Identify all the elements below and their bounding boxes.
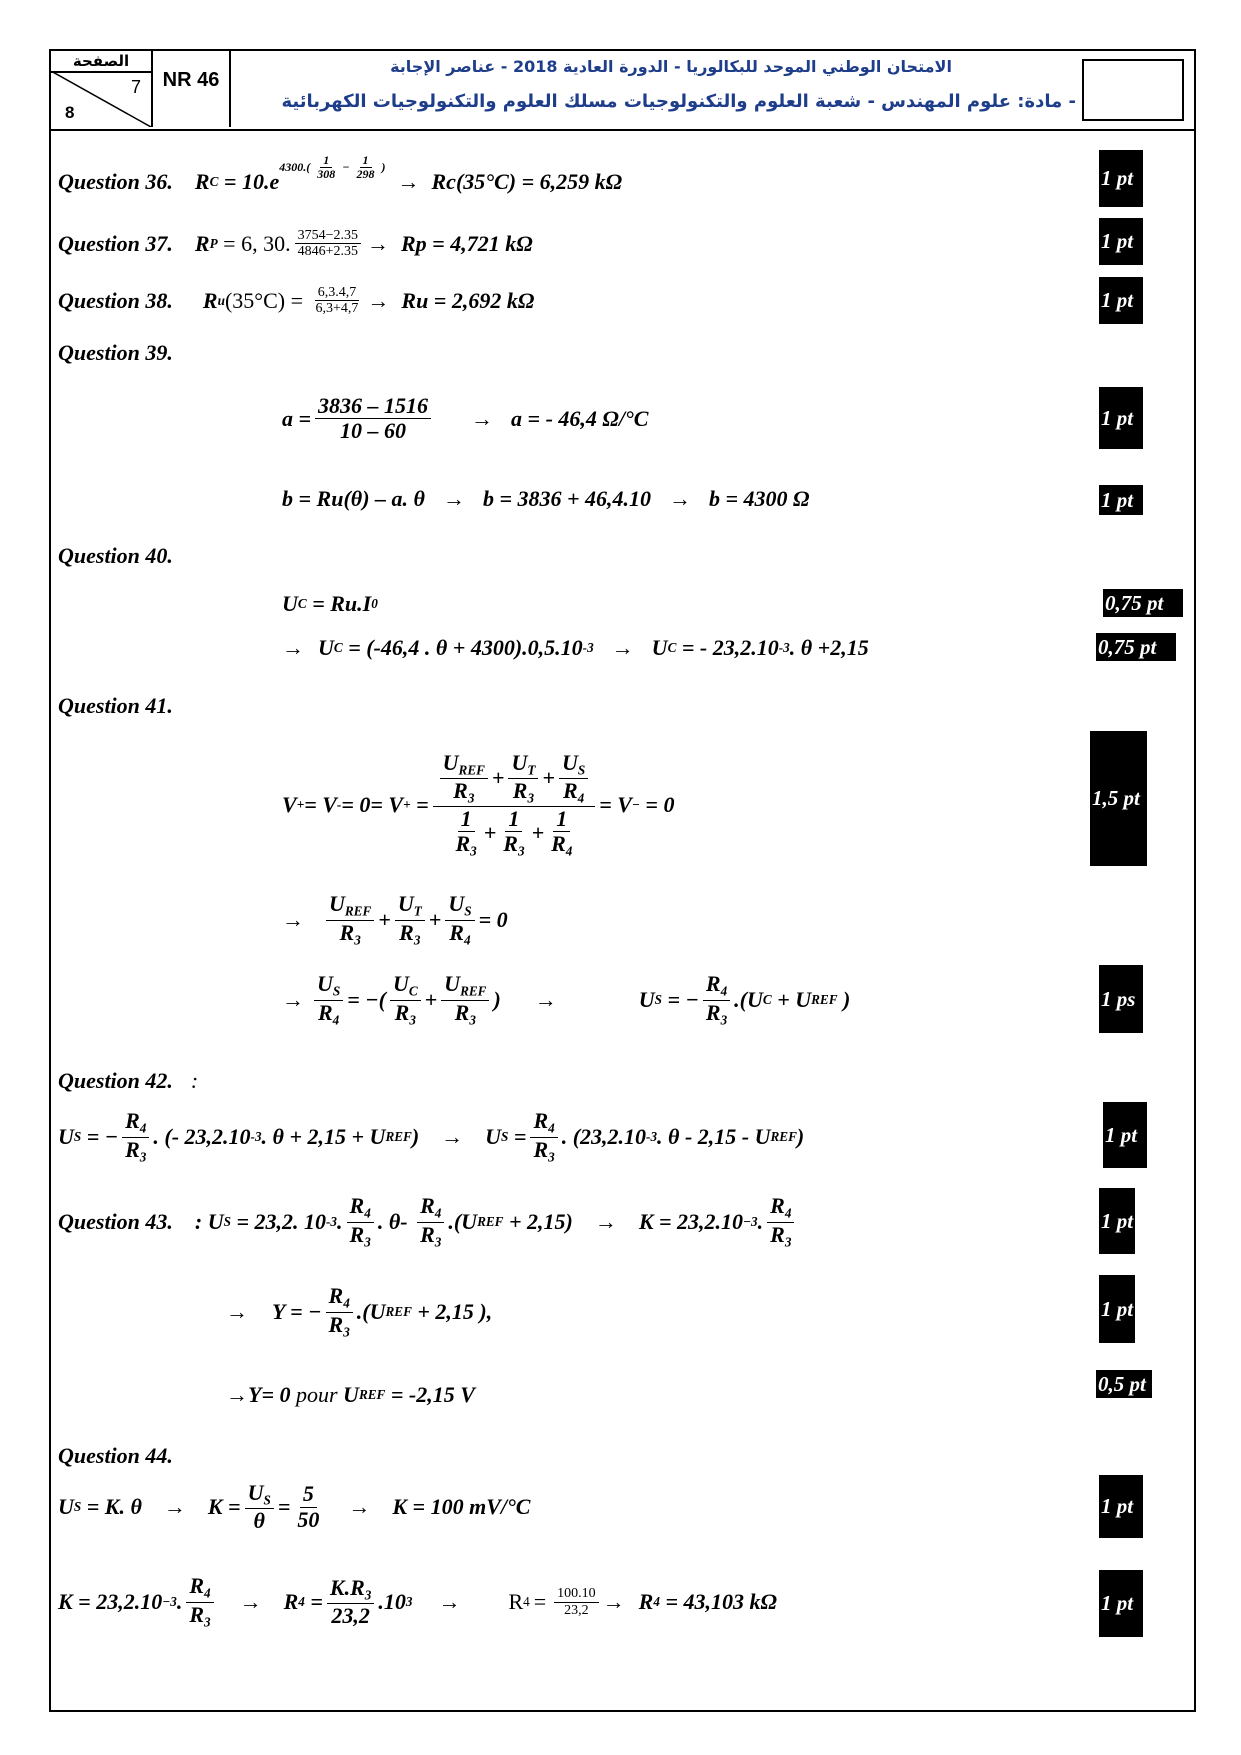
q40-line1 <box>282 591 378 617</box>
q44-l2a: K = 23,2.10 <box>58 1589 163 1614</box>
q41-dd3: R <box>551 831 566 857</box>
q41-e3-res: U <box>638 987 655 1012</box>
q44-fifty: 50 <box>297 1506 320 1532</box>
q44-r4-res-sub: 4 <box>653 1594 660 1609</box>
plus-sign: + <box>483 820 497 846</box>
arrow-icon: → <box>348 1494 371 1519</box>
q43-r4c-sub: 4 <box>784 1205 792 1221</box>
page-number: 7 <box>130 77 141 97</box>
arrow-icon: → <box>226 1299 248 1324</box>
q41-e2-d2-sub: 3 <box>413 932 421 948</box>
q41-e2-n1: U <box>329 891 345 917</box>
q43-y-equation <box>226 1280 492 1344</box>
q36-lhs: R <box>194 168 210 194</box>
q43-r3c: R <box>770 1221 785 1247</box>
q42-r3b-sub: 3 <box>548 1149 555 1165</box>
q41-v-tail-end: = 0 <box>639 792 675 817</box>
q41-e3-lhs-d: R <box>317 999 333 1025</box>
q41-e2-d3-sub: 4 <box>463 932 471 948</box>
q43-lead-sub: S <box>223 1214 231 1229</box>
q44-label: Question 44. <box>58 1443 173 1468</box>
q41-e2-n3-sub: S <box>464 903 472 919</box>
q41-e3-uc-sub: C <box>408 983 418 999</box>
q43-y-r4: R <box>328 1283 344 1309</box>
q41-dd1: R <box>455 831 471 857</box>
arrow-icon: → <box>471 405 494 431</box>
plus-sign: + <box>531 820 545 846</box>
exam-subject: - مادة: علوم المهندس - شعبة العلوم والتكنولوجيات مسلك العلوم والتكنولوجيات الكهربائية <box>281 91 1076 112</box>
q38-result: Ru = 2,692 kΩ <box>401 287 535 313</box>
q42-r4: R <box>125 1108 140 1134</box>
q41-v-sup1: + <box>296 797 305 812</box>
q40-l1: U <box>282 591 298 616</box>
q36-exp-pre: 4300.( <box>279 160 311 175</box>
q42-r3-sub: 3 <box>139 1149 147 1165</box>
q43-r4c: R <box>770 1193 785 1219</box>
q41-n2-sub: T <box>527 762 536 778</box>
q41-e2-d3: R <box>449 919 464 945</box>
q39-a-den: 10 – 60 <box>340 418 407 444</box>
q43-k-sup: −3 <box>743 1214 758 1229</box>
q44-r4-lhs2: R <box>508 1589 524 1614</box>
q41-e2-d1: R <box>339 919 355 945</box>
q40-l2a: U <box>318 635 334 660</box>
q38-lhs-sub: u <box>217 292 225 308</box>
q41-e3-n1-sub: REF <box>460 983 487 999</box>
q39-b-result: b = 4300 Ω <box>709 486 810 511</box>
q41-d2: R <box>512 777 528 803</box>
q37-lhs: R <box>194 230 210 256</box>
q44-kr3-sub: 3 <box>364 1587 372 1603</box>
q41-v-tail-sup: − <box>631 797 640 812</box>
q40-l2a-sup: -3 <box>582 640 594 655</box>
arrow-icon: → <box>441 1124 464 1149</box>
q38-row <box>58 285 534 317</box>
q42-colon: : <box>190 1068 199 1093</box>
q36-f1-num: 1 <box>320 154 332 168</box>
arrow-icon: → <box>669 486 692 511</box>
q43-r3b-sub: 3 <box>434 1234 442 1250</box>
q42-close2: ) <box>796 1124 805 1149</box>
q41-e3-lhs-n: U <box>317 971 333 997</box>
q40-line1-points: 0,75 pt <box>1103 589 1183 617</box>
q41-dd2: R <box>503 831 518 857</box>
q36-f2-num: 1 <box>360 154 372 168</box>
q40-l1-sub: C <box>297 596 307 611</box>
q41-e3-res-close: ) <box>837 987 851 1012</box>
q37-den: 4846+2.35 <box>297 244 358 260</box>
q42-part2: . (23,2.10 <box>561 1124 647 1149</box>
q43-y-eq: Y = − <box>272 1299 322 1324</box>
q41-equation3: → $\frac{U_S}{R_4}$ = −( $U_C$ $R_3$ + $U_{REF}$ $R_3$ ) → U S = − $\frac{R_4}{R_3}$ .(U C + U REF ) <box>282 971 851 1028</box>
q42-part1: . (- 23,2.10 <box>153 1124 251 1149</box>
q41-d1-sub: 3 <box>467 790 475 806</box>
q43-points-2: 1 pt <box>1099 1275 1135 1343</box>
q40-l2b: U <box>651 635 668 660</box>
q44-r4-sub: 4 <box>204 1585 211 1601</box>
q41-e2-d2: R <box>399 919 414 945</box>
page-box <box>51 51 153 127</box>
arrow-icon: → <box>438 1589 461 1614</box>
plus-sign: + <box>378 907 391 932</box>
q41-e2-n2-sub: T <box>413 903 422 919</box>
q44-l1a-sub: S <box>73 1499 82 1514</box>
q42-lhs: U <box>58 1124 74 1149</box>
q43-points-1: 1 pt <box>1099 1188 1135 1254</box>
q43-r3b: R <box>420 1221 435 1247</box>
q42-lhs2: U <box>485 1124 502 1149</box>
q43-y0-a: Y= 0 <box>248 1382 296 1407</box>
q39-a-points: 1 pt <box>1099 387 1143 449</box>
arrow-icon: → <box>226 1382 248 1407</box>
q37-result: Rp = 4,721 kΩ <box>401 230 533 256</box>
q43-theta: . θ- <box>377 1209 414 1234</box>
q40-l2b-sub: C <box>667 640 677 655</box>
q40-label: Question 40. <box>58 543 173 568</box>
q37-lhs-sub: P <box>209 235 218 251</box>
q41-e2-n2: U <box>397 891 414 917</box>
q36-points: 1 pt <box>1099 150 1143 207</box>
q40-l2b-sup: -3 <box>778 640 790 655</box>
q40-l2a-rest: = (-46,4 . θ + 4300).0,5.10 <box>342 635 583 660</box>
q43-lead: : U <box>194 1209 224 1234</box>
exam-code: NR 46 <box>153 51 231 127</box>
q41-v-mid: = V <box>304 792 337 817</box>
q43-y0-ref: REF <box>358 1387 386 1402</box>
q38-den: 6,3+4,7 <box>315 301 359 317</box>
q41-e3-res-c: C <box>762 992 772 1007</box>
q40-line2-points: 0,75 pt <box>1096 633 1176 661</box>
q41-dd2-sub: 3 <box>517 843 525 859</box>
q42-ref: REF <box>385 1129 412 1144</box>
q41-d3: R <box>562 777 578 803</box>
q42-equation <box>58 1105 804 1169</box>
q38-label: Question 38. <box>58 287 173 313</box>
q39-label: Question 39. <box>58 340 173 365</box>
q41-label: Question 41. <box>58 693 173 718</box>
q41-v-tail: = V <box>599 792 632 817</box>
q41-d1: R <box>453 777 468 803</box>
q42-r4b: R <box>533 1108 549 1134</box>
q42-sup2: -3 <box>646 1129 658 1144</box>
q41-e3-d1b: R <box>454 999 470 1025</box>
q36-exp-post: ) <box>381 160 386 175</box>
q44-us: U <box>247 1479 264 1505</box>
q44-r4-den: 23,2 <box>564 1602 589 1618</box>
q43-dot2: . <box>757 1209 764 1234</box>
q42-r3b: R <box>533 1136 549 1162</box>
q37-row <box>58 228 533 260</box>
q41-e3-lhs-ds: 4 <box>332 1012 340 1028</box>
q43-y-ref: REF <box>385 1304 412 1319</box>
q42-points: 1 pt <box>1103 1102 1147 1168</box>
q36-f2-den: 298 <box>356 167 375 182</box>
q41-e3-r4: R <box>705 971 721 997</box>
q42-r4-sub: 4 <box>139 1120 147 1136</box>
q43-tail: .(U <box>448 1209 478 1234</box>
q42-lhs-sub: S <box>73 1129 82 1144</box>
q40-l1-rest: = Ru.I <box>306 591 372 616</box>
q44-us-sub: S <box>263 1492 271 1508</box>
q38-arg: (35°C) = <box>224 287 309 313</box>
q43-y-end2: + 2,15 ), <box>411 1299 493 1324</box>
q41-n1-sub: REF <box>458 762 485 778</box>
q44-r4-num: 100.10 <box>554 1586 599 1602</box>
q43-y-r4-sub: 4 <box>343 1295 350 1311</box>
q37-label: Question 37. <box>58 230 173 256</box>
q44-theta: θ <box>253 1507 265 1533</box>
q36-lhs-sub: C <box>209 173 219 189</box>
q41-e2-n1-sub: REF <box>344 903 372 919</box>
q43-r3: R <box>349 1221 365 1247</box>
q41-n2: U <box>511 749 528 775</box>
q43-points-3: 0,5 pt <box>1096 1370 1152 1398</box>
arrow-icon: → <box>282 987 304 1012</box>
q39-b-eq: b = Ru(θ) – a. θ <box>282 486 425 511</box>
q44-five: 5 <box>300 1482 317 1507</box>
q44-den232: 23,2 <box>331 1602 370 1628</box>
q42-rhs-eq: = <box>508 1124 527 1149</box>
q40-l1-sub2: 0 <box>371 596 378 611</box>
arrow-icon: → <box>397 168 420 194</box>
q44-l1a-rest: = K. θ <box>81 1494 142 1519</box>
q43-y0-row <box>226 1382 475 1408</box>
q43-r3-sub: 3 <box>364 1234 371 1250</box>
arrow-icon: → <box>442 486 465 511</box>
arrow-icon: → <box>602 1589 625 1614</box>
arrow-icon: → <box>367 287 390 313</box>
q44-k-result: K = 100 mV/°C <box>392 1494 531 1519</box>
q44-l1a: U <box>58 1494 74 1519</box>
plus-sign: + <box>428 907 442 932</box>
q36-result: Rc(35°C) = 6,259 kΩ <box>431 168 623 194</box>
q39-a-result: a = - 46,4 Ω/°C <box>511 405 649 431</box>
q41-d2-sub: 3 <box>527 790 535 806</box>
logo-box <box>1082 59 1184 121</box>
q43-label: Question 43. <box>58 1209 173 1234</box>
q41-e3-r3: R <box>705 999 721 1025</box>
q44-r4-lhs: R <box>283 1589 299 1614</box>
q44-r3: R <box>189 1601 204 1627</box>
exam-title: الامتحان الوطني الموحد للبكالوريا - الدورة العادية 2018 - عناصر الإجابة <box>390 57 952 76</box>
q41-n3: U <box>561 749 578 775</box>
q43-y-r3: R <box>328 1311 344 1337</box>
q41-e3-r3-sub: 3 <box>720 1012 728 1028</box>
q41-big-fraction <box>433 751 596 860</box>
q43-y-r3-sub: 3 <box>343 1324 350 1340</box>
q44-line2: K = 23,2.10 −3 . $R_4$ $R_3$ → R 4 = $\frac{K.R_3}{23,2}$ .10 3 → R 4 = $\frac{100.10}{23,2}$ → R 4 = 43,103 kΩ <box>58 1573 777 1630</box>
q40-l2a-sub: C <box>333 640 343 655</box>
q42-label-row <box>58 1068 198 1094</box>
q42-close: ) <box>411 1124 420 1149</box>
q41-one: 1 <box>553 807 570 832</box>
q41-dd3-sub: 4 <box>565 843 573 859</box>
q36-label: Question 36. <box>58 168 173 194</box>
q42-sup: -3 <box>250 1129 262 1144</box>
q44-r4-res: R <box>638 1589 654 1614</box>
q43-r3c-sub: 3 <box>784 1234 792 1250</box>
q41-eq3-points: 1 ps <box>1099 965 1143 1033</box>
q41-n1: U <box>442 749 459 775</box>
q38-lhs: R <box>202 287 218 313</box>
q36-exponent <box>279 154 385 181</box>
q41-v-eq: = <box>410 792 429 817</box>
plus-sign: + <box>491 765 505 791</box>
arrow-icon: → <box>282 635 304 660</box>
q41-e3-res-plus: + U <box>771 987 812 1012</box>
q41-e3-close: ) <box>493 987 501 1012</box>
q39-a-lhs: a = <box>282 405 312 431</box>
q42-ref2: REF <box>770 1129 797 1144</box>
q43-y-end: .(U <box>356 1299 386 1324</box>
plus-sign: + <box>542 765 555 791</box>
q37-num: 3754−2.35 <box>295 228 361 244</box>
q41-n3-sub: S <box>577 762 586 778</box>
q41-e3-lhs-ns: S <box>332 983 341 999</box>
q39-a-num: 3836 – 1516 <box>315 394 431 419</box>
q42-r3: R <box>125 1136 140 1162</box>
q41-v-sup2: - <box>336 797 342 812</box>
q41-dd1-sub: 3 <box>470 843 477 859</box>
q43-dot: . <box>337 1209 343 1234</box>
q43-r4: R <box>349 1193 365 1219</box>
q42-part1b: . θ + 2,15 + U <box>261 1124 386 1149</box>
q41-one: 1 <box>458 807 475 832</box>
q43-r4b-sub: 4 <box>434 1205 442 1221</box>
q38-points: 1 pt <box>1099 277 1143 324</box>
q43-y0-d: = -2,15 V <box>385 1382 475 1407</box>
q36-minus: − <box>342 160 350 175</box>
q43-equation <box>58 1190 798 1254</box>
q41-e2-n3: U <box>448 891 465 917</box>
q43-sup: -3 <box>326 1214 338 1229</box>
q37-points: 1 pt <box>1099 218 1143 265</box>
q43-k-eq: K = 23,2.10 <box>638 1209 744 1234</box>
q44-r4-lhs2-sub: 4 <box>523 1594 530 1609</box>
q41-e3-r4-sub: 4 <box>720 983 728 999</box>
q41-equation1 <box>282 740 674 870</box>
q44-points-2: 1 pt <box>1099 1570 1143 1637</box>
q42-part2b: . θ - 2,15 - U <box>657 1124 771 1149</box>
q36-eq: = 10.e <box>218 168 280 194</box>
page-total: 8 <box>65 103 75 122</box>
q41-e3-d1b-sub: 3 <box>469 1012 476 1028</box>
q41-v-eq0: = 0= V <box>341 792 404 817</box>
q41-e2-d1-sub: 3 <box>354 932 361 948</box>
arrow-icon: → <box>163 1494 186 1519</box>
q41-e3-n1: U <box>444 971 461 997</box>
q41-e2-end: = 0 <box>478 907 508 932</box>
plus-sign: + <box>424 987 438 1012</box>
q41-e3-res-ref: REF <box>811 992 838 1007</box>
page-label: الصفحة <box>51 51 151 73</box>
q42-eq-minus: = − <box>81 1124 119 1149</box>
arrow-icon: → <box>282 907 304 932</box>
q41-equation2 <box>282 888 508 952</box>
q44-kr3: K.R <box>329 1574 365 1600</box>
q39-b-row <box>282 486 809 512</box>
q41-v-lead: V <box>282 792 297 817</box>
q41-e3-mid: = −( <box>347 987 386 1012</box>
q44-line1 <box>58 1475 530 1539</box>
q41-e3-res-sub: S <box>654 992 663 1007</box>
arrow-icon: → <box>594 1209 617 1234</box>
q41-e3-res-eq: = − <box>662 987 699 1012</box>
q44-r3-sub: 3 <box>204 1614 211 1630</box>
header <box>51 51 1194 131</box>
q43-y0-c: U <box>337 1382 359 1407</box>
q44-r4-lhs-sub: 4 <box>298 1594 305 1609</box>
q44-eq: = <box>277 1494 291 1519</box>
q42-r4b-sub: 4 <box>548 1120 555 1136</box>
q39-a-row <box>282 394 648 443</box>
q36-row <box>58 153 623 195</box>
q41-e3-res-end: .(U <box>734 987 763 1012</box>
q43-y0-b: pour <box>295 1382 338 1407</box>
q43-r4-sub: 4 <box>364 1205 371 1221</box>
arrow-icon: → <box>367 230 389 256</box>
q36-f1-den: 308 <box>317 167 336 182</box>
arrow-icon: → <box>534 987 557 1012</box>
q44-r4-res-end: = 43,103 kΩ <box>659 1589 777 1614</box>
q43-tail-end: + 2,15) <box>503 1209 573 1234</box>
q40-line2 <box>282 635 869 661</box>
q42-label: Question 42. <box>58 1068 173 1093</box>
q44-ten3: .10 <box>378 1589 406 1614</box>
q44-sup3: 3 <box>405 1594 413 1609</box>
q44-k: K = <box>207 1494 241 1519</box>
q44-l2b-eq: = <box>304 1589 323 1614</box>
q40-l2b-end: . θ +2,15 <box>789 635 869 660</box>
q41-e3-d1: R <box>394 999 410 1025</box>
arrow-icon: → <box>611 635 634 660</box>
q43-lead-eq: = 23,2. 10 <box>230 1209 327 1234</box>
q37-eq: = 6, 30. <box>217 230 291 256</box>
q39-b-step: b = 3836 + 46,4.10 <box>482 486 652 511</box>
q41-v-sup3: + <box>403 797 411 812</box>
q44-l2a-sup: −3 <box>162 1594 177 1609</box>
q41-d3-sub: 4 <box>577 790 585 806</box>
q41-one: 1 <box>505 807 522 832</box>
q38-num: 6,3.4,7 <box>315 285 360 301</box>
q44-points-1: 1 pt <box>1099 1475 1143 1538</box>
q44-r4: R <box>189 1573 204 1599</box>
q43-ref: REF <box>477 1214 504 1229</box>
arrow-icon: → <box>239 1589 262 1614</box>
q41-eq1-points: 1,5 pt <box>1090 731 1147 866</box>
q41-e3-d1-sub: 3 <box>409 1012 416 1028</box>
q42-lhs2-sub: S <box>501 1129 509 1144</box>
q40-l2b-rest: = - 23,2.10 <box>676 635 779 660</box>
q43-r4b: R <box>420 1193 435 1219</box>
q39-b-points: 1 pt <box>1099 485 1143 515</box>
